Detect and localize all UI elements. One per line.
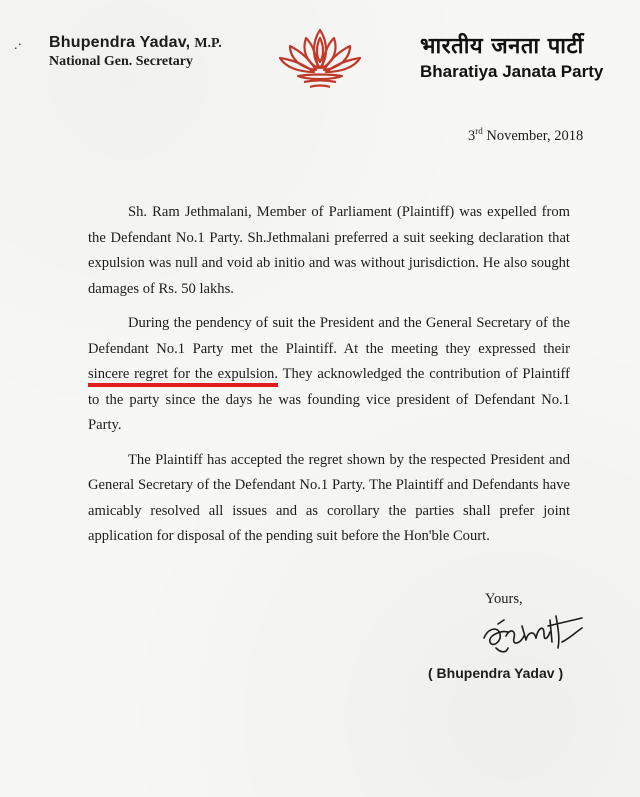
highlighted-phrase: sincere regret for the expulsion. bbox=[88, 366, 278, 382]
party-name-hindi: भारतीय जनता पार्टी bbox=[420, 34, 584, 59]
sender-title: National Gen. Secretary bbox=[49, 54, 193, 69]
paragraph-1: Sh. Ram Jethmalani, Member of Parliament (Plaintiff) was expelled from the Defendant No.1 Party. Sh.Jethmalani preferred a suit seeking declaration that expulsion was null and void ab initio and was without jurisdiction. He also sought damages of Rs. 50 lakhs. bbox=[88, 204, 570, 297]
date-rest: November, 2018 bbox=[486, 127, 584, 144]
letterhead-sender bbox=[49, 34, 222, 70]
paragraph-2-end: They acknowledged the contribution of Plaintiff to the party since the days he was founding vice president of Defendant No.1 Party. bbox=[88, 366, 570, 433]
sender-suffix: M.P. bbox=[194, 36, 222, 51]
letter-body bbox=[88, 200, 570, 559]
paragraph-3: The Plaintiff has accepted the regret shown by the respected President and General Secretary of the Defendant No.1 Party. The Plaintiff and Defendants have amicably resolved all issues and as corollary the parties shall prefer joint application for disposal of the pending suit before the Hon'ble Court. bbox=[88, 451, 570, 544]
signatory-name: ( Bhupendra Yadav ) bbox=[428, 665, 564, 681]
signature-icon bbox=[478, 608, 586, 666]
paragraph-2-start: During the pendency of suit the President and the General Secretary of the Defendant No.1 Party met the Plaintiff. At the meeting they expressed their bbox=[88, 315, 570, 357]
date-day: 3 bbox=[468, 127, 476, 144]
stray-mark: .· bbox=[14, 38, 23, 53]
party-name-english: Bharatiya Janata Party bbox=[420, 62, 604, 81]
party-name bbox=[420, 30, 603, 82]
letter-date bbox=[468, 126, 583, 145]
paragraph-2 bbox=[88, 311, 570, 439]
date-suffix: rd bbox=[475, 126, 483, 136]
sender-name: Bhupendra Yadav, bbox=[49, 34, 191, 51]
closing-yours: Yours, bbox=[485, 591, 523, 607]
lotus-icon bbox=[276, 24, 364, 94]
